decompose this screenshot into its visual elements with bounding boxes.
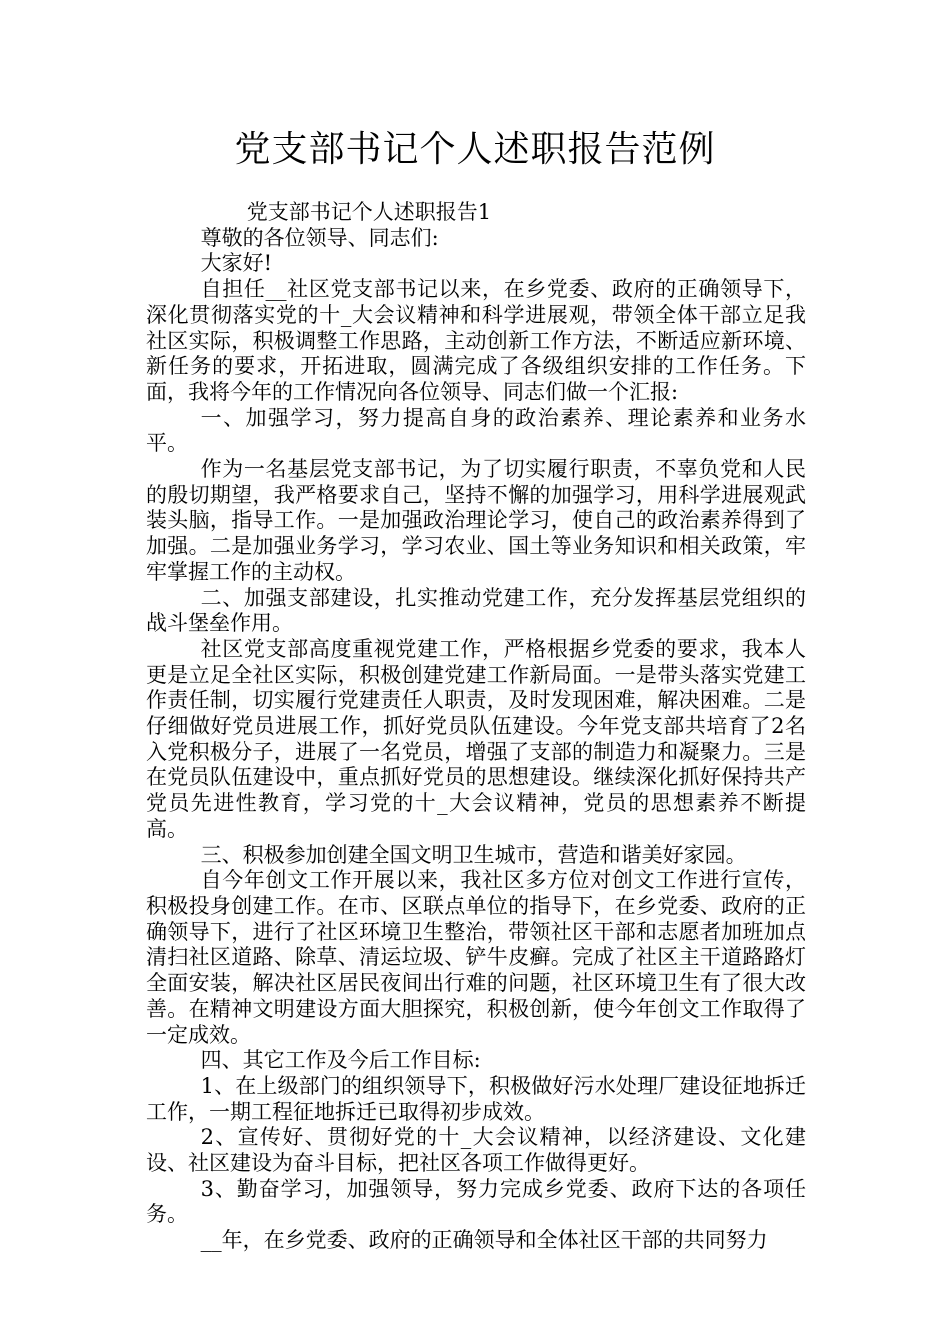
section-heading-2: 二、加强支部建设，扎实推动党建工作，充分发挥基层党组织的战斗堡垒作用。	[146, 585, 806, 636]
report-subtitle: 党支部书记个人述职报告1	[246, 200, 492, 224]
salutation: 尊敬的各位领导、同志们:	[200, 225, 439, 250]
document-title: 党支部书记个人述职报告范例	[234, 129, 716, 170]
list-item-2: 2、宣传好、贯彻好党的十_大会议精神，以经济建设、文化建设、社区建设为奋斗目标，把社区各项工作做得更好。	[146, 1125, 806, 1176]
paragraph-closing: __年，在乡党委、政府的正确领导和全体社区干部的共同努力	[200, 1228, 768, 1253]
paragraph-intro: 自担任__社区党支部书记以来，在乡党委、政府的正确领导下，深化贯彻落实党的十_大会议精神和科学进展观，带领全体干部立足我社区实际，积极调整工作思路，主动创新工作方法，不断适应新环境、新任务的要求，开拓进取，圆满完成了各级组织安排的工作任务。下面，我将今年的工作情况向各位领导、同志们做一个汇报:	[146, 277, 806, 404]
list-item-1: 1、在上级部门的组织领导下，积极做好污水处理厂建设征地拆迁工作，一期工程征地拆迁已取得初步成效。	[146, 1073, 806, 1124]
section-heading-4: 四、其它工作及今后工作目标:	[200, 1048, 481, 1073]
section-heading-3: 三、积极参加创建全国文明卫生城市，营造和谐美好家园。	[200, 842, 747, 867]
document-body	[146, 200, 806, 1254]
greeting: 大家好!	[200, 251, 273, 276]
paragraph-study: 作为一名基层党支部书记，为了切实履行职责，不辜负党和人民的殷切期望，我严格要求自己，坚持不懈的加强学习，用科学进展观武装头脑，指导工作。一是加强政治理论学习，使自己的政治素养得到了加强。二是加强业务学习，学习农业、国土等业务知识和相关政策，牢牢掌握工作的主动权。	[146, 457, 806, 584]
list-item-3: 3、勤奋学习，加强领导，努力完成乡党委、政府下达的各项任务。	[146, 1176, 806, 1227]
section-heading-1: 一、加强学习，努力提高自身的政治素养、理论素养和业务水平。	[146, 405, 806, 456]
paragraph-party-building: 社区党支部高度重视党建工作，严格根据乡党委的要求，我本人更是立足全社区实际，积极创建党建工作新局面。一是带头落实党建工作责任制，切实履行党建责任人职责，及时发现困难，解决困难。二是仔细做好党员进展工作，抓好党员队伍建设。今年党支部共培育了2名入党积极分子，进展了一名党员，增强了支部的制造力和凝聚力。三是在党员队伍建设中，重点抓好党员的思想建设。继续深化抓好保持共产党员先进性教育，学习党的十_大会议精神，党员的思想素养不断提高。	[146, 636, 806, 841]
paragraph-civilization: 自今年创文工作开展以来，我社区多方位对创文工作进行宣传，积极投身创建工作。在市、区联点单位的指导下，在乡党委、政府的正确领导下，进行了社区环境卫生整治，带领社区干部和志愿者加班加点清扫社区道路、除草、清运垃圾、铲牛皮癣。完成了社区主干道路路灯全面安装，解决社区居民夜间出行难的问题，社区环境卫生有了很大改善。在精神文明建设方面大胆探究，积极创新，使今年创文工作取得了一定成效。	[146, 868, 806, 1047]
